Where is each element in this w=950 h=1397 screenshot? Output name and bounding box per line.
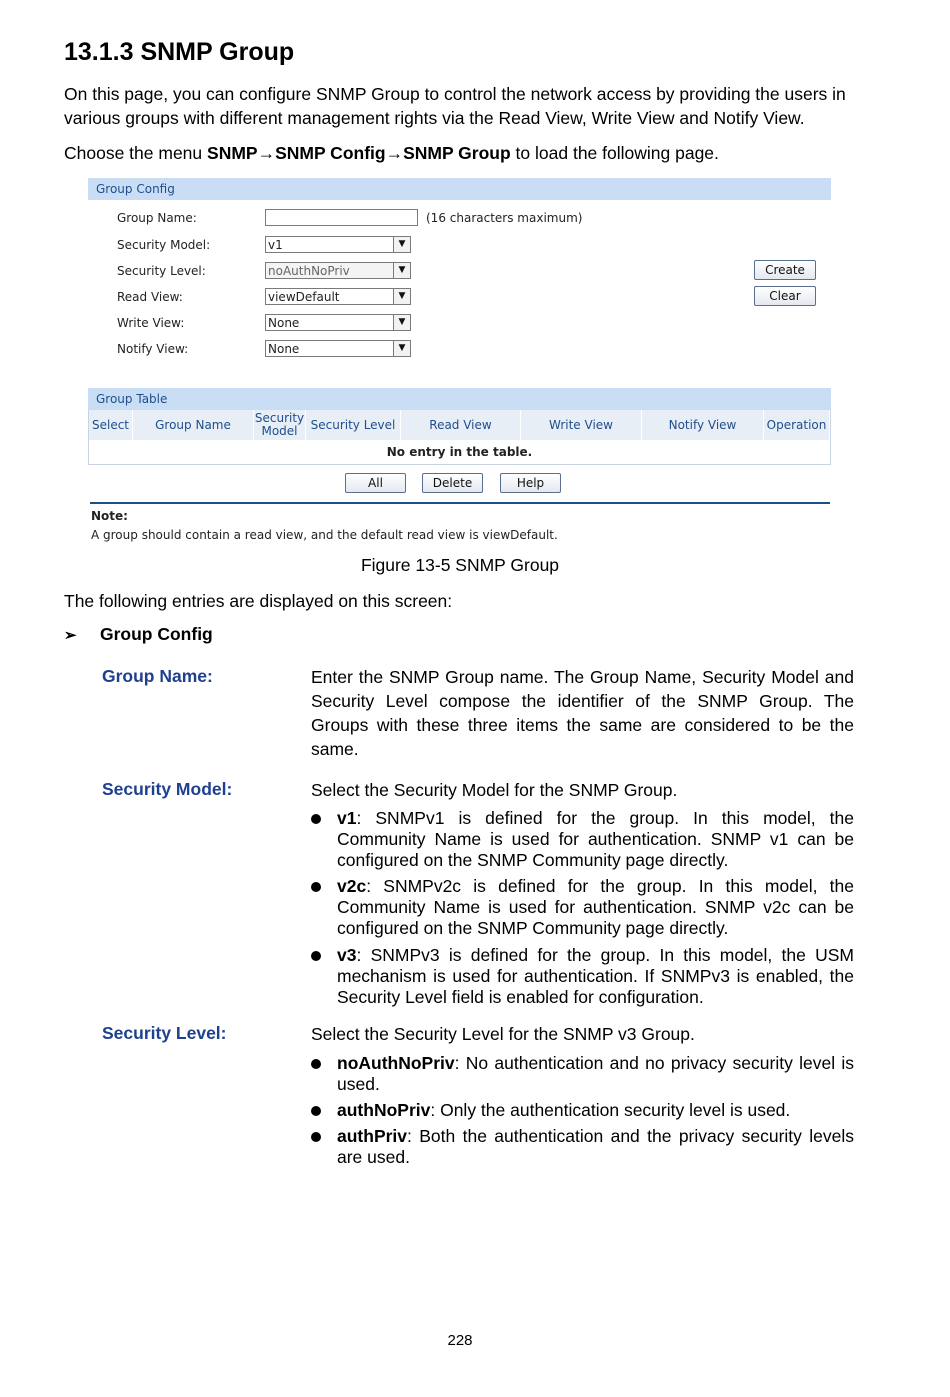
chevron-down-icon: ▼ — [393, 315, 410, 330]
bullet-v3 — [311, 945, 854, 1008]
note-text: A group should contain a read view, and the default read view is viewDefault. — [91, 528, 558, 542]
bullet-dot-icon — [311, 1132, 321, 1142]
group-config-bar: Group Config — [88, 178, 831, 200]
col-security-model: Security Model — [254, 411, 305, 438]
term-group-name: Group Name: — [102, 666, 213, 686]
bullet-key: v1 — [337, 808, 357, 828]
table-buttons — [88, 465, 831, 505]
bullet-key: authNoPriv — [337, 1100, 431, 1120]
notify-view-select[interactable] — [265, 340, 411, 357]
group-table-header — [88, 410, 831, 440]
desc-group-name: Enter the SNMP Group name. The Group Name, Security Model and Security Level compose the identifier of the SNMP Group. The Groups with these three items the same are considered to be the same. — [311, 667, 854, 759]
entries-intro: The following entries are displayed on this screen: — [64, 591, 453, 611]
col-select: Select — [89, 410, 133, 440]
write-view-value: None — [268, 316, 300, 330]
bullet-key: noAuthNoPriv — [337, 1053, 455, 1073]
section-title-text: Group Config — [100, 624, 213, 644]
write-view-select[interactable] — [265, 314, 411, 331]
bullet-text: : Only the authentication security level is used. — [430, 1100, 791, 1120]
menu-suffix: to load the following page. — [510, 143, 719, 163]
col-read-view: Read View — [401, 410, 521, 440]
group-name-hint: (16 characters maximum) — [426, 211, 583, 225]
bullet-text: : SNMPv2c is defined for the group. In this model, the Community Name is used for authentication. SNMP v2c can be configured on the SNMP Community page directly. — [337, 876, 854, 938]
bullet-text: : No authentication and no privacy security level is used. — [337, 1053, 854, 1094]
read-view-label: Read View: — [117, 290, 183, 304]
notify-view-value: None — [268, 342, 300, 356]
section-heading: 13.1.3 SNMP Group — [64, 38, 295, 66]
security-level-value: noAuthNoPriv — [268, 264, 350, 278]
col-notify-view: Notify View — [642, 410, 764, 440]
bullet-key: authPriv — [337, 1126, 408, 1146]
bullet-dot-icon — [311, 951, 321, 961]
security-model-select[interactable] — [265, 236, 411, 253]
clear-button[interactable]: Clear — [754, 286, 816, 306]
menu-prefix: Choose the menu — [64, 143, 208, 163]
write-view-label: Write View: — [117, 316, 185, 330]
group-config-section-title — [64, 624, 213, 645]
chevron-down-icon: ▼ — [393, 237, 410, 252]
col-operation: Operation — [764, 410, 830, 440]
security-level-label: Security Level: — [117, 264, 206, 278]
page-number: 228 — [447, 1332, 473, 1349]
chevron-down-icon: ▼ — [393, 289, 410, 304]
bullet-key: v3 — [337, 945, 357, 965]
intro-paragraph: On this page, you can configure SNMP Group to control the network access by providing the users in various groups with different management rights via the Read View, Write View and Notify View. — [64, 84, 846, 128]
note-title: Note: — [91, 509, 128, 523]
read-view-value: viewDefault — [268, 290, 340, 304]
bullet-dot-icon — [311, 814, 321, 824]
desc-security-level: Select the Security Level for the SNMP v3 Group. — [311, 1024, 695, 1044]
col-write-view: Write View — [521, 410, 642, 440]
menu-instruction — [64, 141, 864, 165]
delete-button[interactable]: Delete — [422, 473, 483, 493]
bullet-text: : SNMPv1 is defined for the group. In this model, the Community Name is used for authentication. SNMP v1 can be configured on the SNMP Community page directly. — [337, 808, 854, 870]
group-table-bar: Group Table — [88, 388, 831, 410]
note-divider — [90, 502, 830, 504]
security-level-select[interactable] — [265, 262, 411, 279]
bullet-authpriv — [311, 1126, 854, 1168]
chevron-down-icon: ▼ — [393, 341, 410, 356]
bullet-v1 — [311, 808, 854, 871]
term-security-level: Security Level: — [102, 1023, 227, 1043]
term-security-model: Security Model: — [102, 779, 233, 799]
figure-caption: Figure 13-5 SNMP Group — [360, 555, 560, 575]
group-config-form — [88, 200, 831, 388]
bullet-text: : SNMPv3 is defined for the group. In this model, the USM mechanism is used for authentication. If SNMPv3 is enabled, the Security Level field is enabled for configuration. — [337, 945, 854, 1007]
help-button[interactable]: Help — [500, 473, 561, 493]
chevron-down-icon: ▼ — [393, 263, 410, 278]
all-button[interactable]: All — [345, 473, 406, 493]
create-button[interactable]: Create — [754, 260, 816, 280]
security-model-value: v1 — [268, 238, 283, 252]
snmp-group-figure — [88, 178, 831, 542]
group-name-label: Group Name: — [117, 211, 197, 225]
bullet-dot-icon — [311, 882, 321, 892]
bullet-v2c — [311, 876, 854, 939]
bullet-dot-icon — [311, 1059, 321, 1069]
arrow-bullet-icon: ➢ — [64, 627, 77, 644]
bullet-text: : Both the authentication and the privacy security levels are used. — [337, 1126, 854, 1167]
col-security-level: Security Level — [306, 410, 401, 440]
col-group-name: Group Name — [133, 410, 254, 440]
bullet-key: v2c — [337, 876, 367, 896]
bullet-authnopriv — [311, 1100, 854, 1121]
desc-security-model: Select the Security Model for the SNMP Group. — [311, 780, 678, 800]
notify-view-label: Notify View: — [117, 342, 189, 356]
bullet-dot-icon — [311, 1106, 321, 1116]
menu-path: SNMP→SNMP Config→SNMP Group — [207, 143, 511, 163]
group-name-input[interactable] — [265, 209, 418, 226]
table-empty-row: No entry in the table. — [88, 440, 831, 465]
security-model-label: Security Model: — [117, 238, 211, 252]
bullet-noauthnopriv — [311, 1053, 854, 1095]
read-view-select[interactable] — [265, 288, 411, 305]
